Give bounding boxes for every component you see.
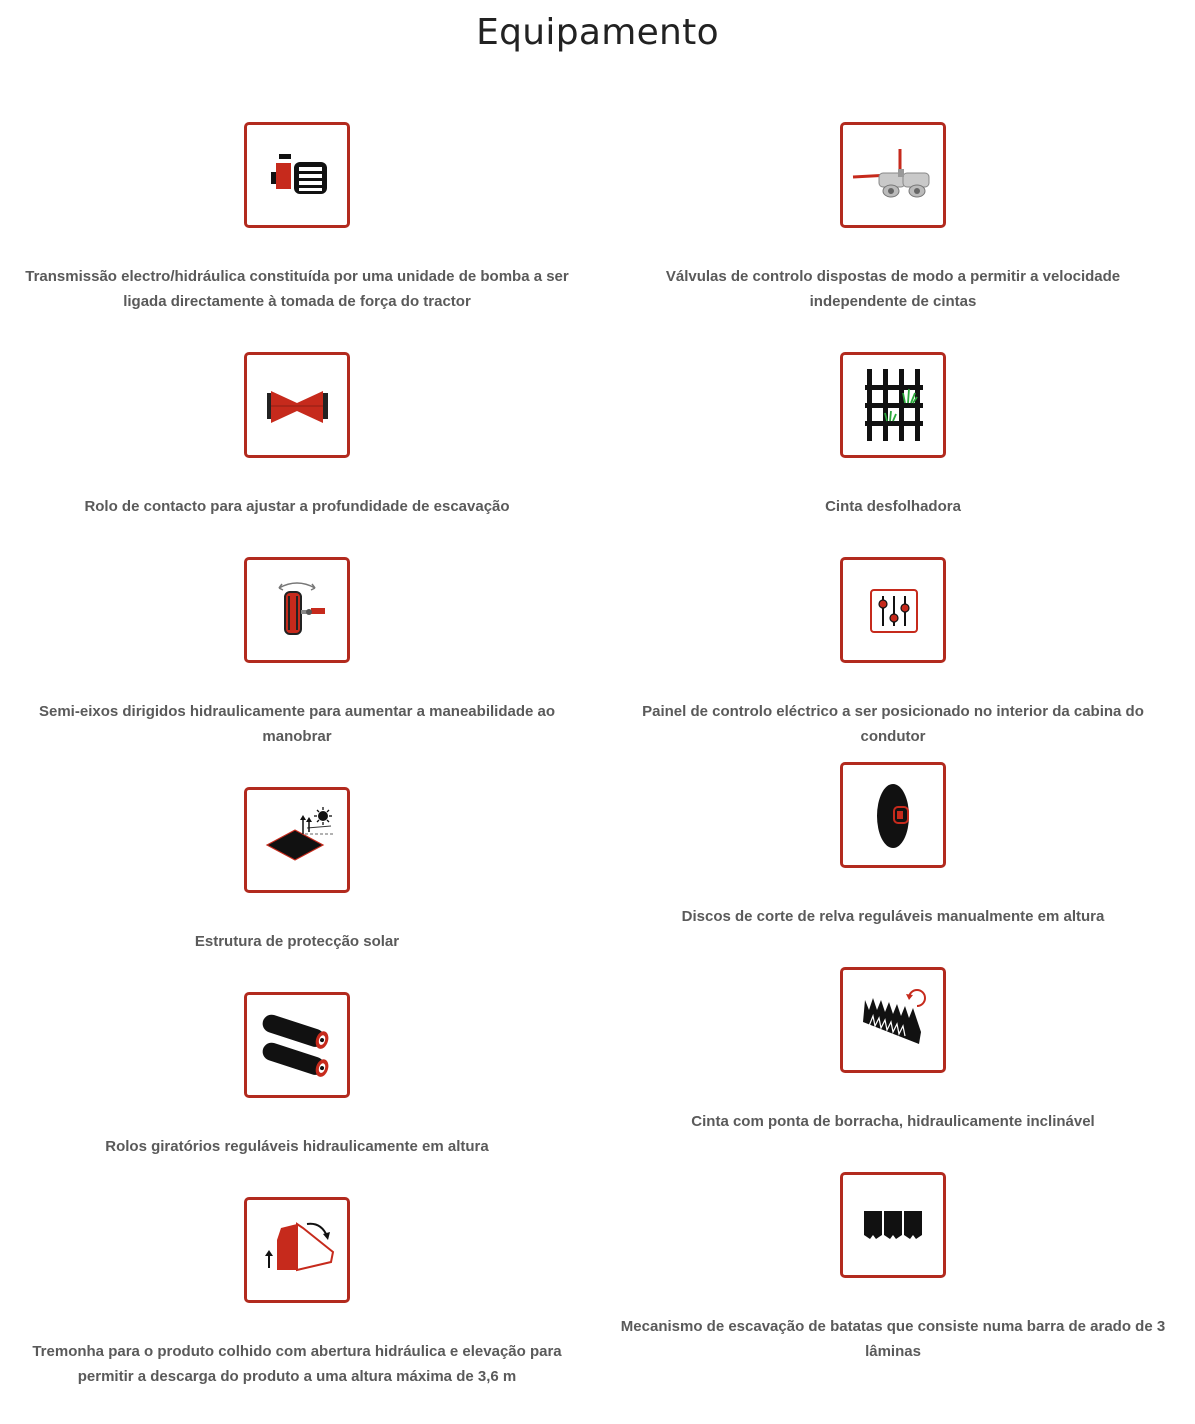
feature-caption: Rolos giratórios reguláveis hidraulicamente em altura bbox=[105, 1138, 489, 1155]
steering-axle-icon bbox=[247, 560, 347, 660]
feature-icon-frame bbox=[244, 787, 350, 893]
feature-icon-frame bbox=[840, 122, 946, 228]
feature-caption: Cinta com ponta de borracha, hidraulicamente inclinável bbox=[691, 1113, 1095, 1130]
digging-share-icon bbox=[843, 1175, 943, 1275]
cutting-disc-icon bbox=[843, 765, 943, 865]
feature-caption: Mecanismo de escavação de batatas que consiste numa barra de arado de 3 lâminas bbox=[620, 1318, 1166, 1360]
control-valves-icon bbox=[843, 125, 943, 225]
feature-icon-frame bbox=[244, 557, 350, 663]
feature-caption: Semi-eixos dirigidos hidraulicamente para aumentar a maneabilidade ao manobrar bbox=[39, 703, 555, 745]
feature-caption: Válvulas de controlo dispostas de modo a permitir a velocidade independente de cintas bbox=[665, 268, 1121, 310]
feature-icon-frame bbox=[840, 1172, 946, 1278]
sun-shade-icon bbox=[247, 790, 347, 890]
feature-icon-frame bbox=[840, 762, 946, 868]
feature-icon-frame bbox=[244, 352, 350, 458]
pump-motor-icon bbox=[247, 125, 347, 225]
feature-caption: Rolo de contacto para ajustar a profundidade de escavação bbox=[84, 498, 510, 515]
section-title: Equipamento bbox=[476, 12, 719, 53]
feature-caption: Painel de controlo eléctrico a ser posicionado no interior da cabina do condutor bbox=[642, 703, 1144, 745]
feature-icon-frame bbox=[244, 992, 350, 1098]
contact-roller-icon bbox=[247, 355, 347, 455]
feature-icon-frame bbox=[840, 967, 946, 1073]
feature-icon-frame bbox=[244, 1197, 350, 1303]
feature-caption: Transmissão electro/hidráulica constituída por uma unidade de bomba a ser ligada directamente à tomada de força do tractor bbox=[25, 268, 569, 310]
feature-icon-frame bbox=[840, 557, 946, 663]
feature-icon-frame bbox=[840, 352, 946, 458]
feature-caption: Estrutura de protecção solar bbox=[194, 933, 400, 950]
hopper-icon bbox=[247, 1200, 347, 1300]
defoliator-belt-icon bbox=[843, 355, 943, 455]
feature-caption: Tremonha para o produto colhido com abertura hidráulica e elevação para permitir a descarga do produto a uma altura máxima de 3,6 m bbox=[32, 1343, 562, 1385]
feature-icon-frame bbox=[244, 122, 350, 228]
control-panel-icon bbox=[843, 560, 943, 660]
feature-caption: Discos de corte de relva reguláveis manualmente em altura bbox=[681, 908, 1105, 925]
feature-caption: Cinta desfolhadora bbox=[825, 498, 961, 515]
rotating-rollers-icon bbox=[247, 995, 347, 1095]
rubber-belt-icon bbox=[843, 970, 943, 1070]
